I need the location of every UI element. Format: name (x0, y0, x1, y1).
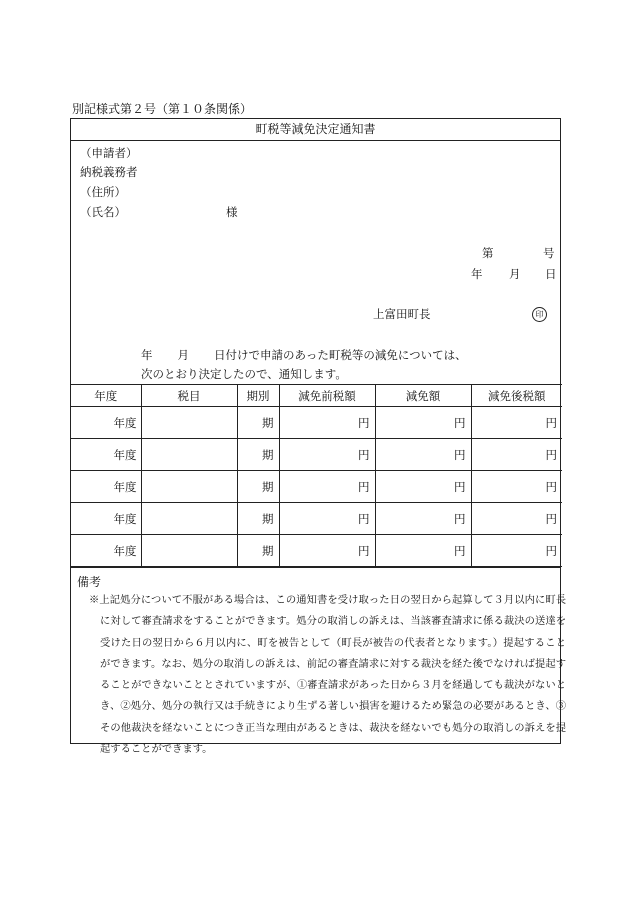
cell-period: 期 (237, 535, 279, 567)
date-day: 日 (545, 267, 557, 281)
cell-tax-item (141, 407, 237, 439)
table-row (71, 503, 562, 535)
body-line-2: 次のとおり決定したので、通知します。 (141, 367, 347, 381)
cell-reduction: 円 (375, 407, 471, 439)
header-period: 期別 (237, 385, 279, 407)
tax-table (71, 384, 562, 567)
date-month: 月 (509, 267, 521, 281)
date-year: 年 (471, 267, 483, 281)
cell-amount-before: 円 (279, 471, 375, 503)
doc-number-dai: 第 (482, 246, 494, 260)
table-row (71, 407, 562, 439)
issuer-name: 上富田町長 (373, 307, 431, 321)
cell-fiscal-year: 年度 (71, 503, 141, 535)
cell-amount-after: 円 (471, 471, 562, 503)
cell-fiscal-year: 年度 (71, 535, 141, 567)
applicant-label: （申請者） (80, 146, 138, 160)
header-tax-item: 税目 (141, 385, 237, 407)
table-row (71, 535, 562, 567)
cell-fiscal-year: 年度 (71, 407, 141, 439)
header-fiscal-year: 年度 (71, 385, 141, 407)
cell-tax-item (141, 535, 237, 567)
cell-amount-after: 円 (471, 407, 562, 439)
body-line-1 (141, 347, 467, 363)
body-rest: 日付けで申請のあった町税等の減免については、 (214, 348, 467, 362)
cell-amount-after: 円 (471, 439, 562, 471)
cell-tax-item (141, 471, 237, 503)
form-id: 別記様式第２号（第１０条関係） (72, 102, 253, 116)
taxpayer-label: 納税義務者 (80, 165, 138, 179)
cell-amount-after: 円 (471, 535, 562, 567)
cell-amount-after: 円 (471, 503, 562, 535)
seal-icon: 印 (532, 307, 547, 322)
cell-amount-before: 円 (279, 407, 375, 439)
document-title: 町税等減免決定通知書 (71, 119, 560, 141)
honorific-sama: 様 (226, 205, 238, 219)
seal-mark (532, 306, 547, 322)
table-row (71, 439, 562, 471)
cell-reduction: 円 (375, 535, 471, 567)
cell-tax-item (141, 439, 237, 471)
name-label: （氏名） (80, 205, 126, 219)
cell-period: 期 (237, 471, 279, 503)
body-month: 月 (177, 348, 189, 362)
notice-form (70, 118, 566, 756)
header-amount-before: 減免前税額 (279, 385, 375, 407)
cell-reduction: 円 (375, 503, 471, 535)
cell-reduction: 円 (375, 471, 471, 503)
cell-period: 期 (237, 439, 279, 471)
cell-reduction: 円 (375, 439, 471, 471)
cell-tax-item (141, 503, 237, 535)
header-reduction: 減免額 (375, 385, 471, 407)
remarks-label: 備考 (77, 575, 102, 589)
cell-amount-before: 円 (279, 503, 375, 535)
cell-amount-before: 円 (279, 439, 375, 471)
doc-number-go: 号 (543, 246, 555, 260)
address-label: （住所） (80, 185, 126, 199)
remarks-section (71, 567, 566, 756)
body-year: 年 (141, 348, 153, 362)
table-row (71, 471, 562, 503)
cell-period: 期 (237, 503, 279, 535)
table-header-row (71, 385, 562, 407)
cell-period: 期 (237, 407, 279, 439)
cell-fiscal-year: 年度 (71, 439, 141, 471)
remarks-text: ※上記処分について不服がある場合は、この通知書を受け取った日の翌日から起算して３月以内に町長に対して審査請求をすることができます。処分の取消しの訴えは、当該審査請求に係る裁決の送達を受けた日の翌日から６月以内に、町を被告として（町長が被告の代表者となります。）提起することができます。なお、処分の取消しの訴えは、前記の審査請求に対する裁決を経た後でなければ提起することができないこととされていますが、①審査請求があった日から３月を経過しても裁決がないとき、②処分、処分の執行又は手続きにより生ずる著しい損害を避けるため緊急の必要があるとき、③その他裁決を経ないことにつき正当な理由があるときは、裁決を経ないでも処分の取消しの訴えを提起することができます。 (89, 594, 566, 756)
cell-amount-before: 円 (279, 535, 375, 567)
header-amount-after: 減免後税額 (471, 385, 562, 407)
cell-fiscal-year: 年度 (71, 471, 141, 503)
